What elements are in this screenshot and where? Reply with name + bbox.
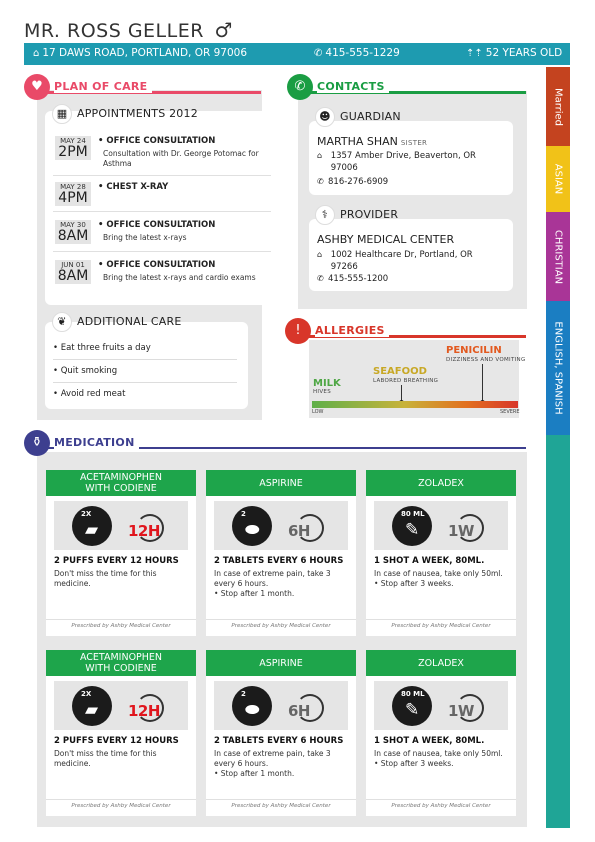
languages-tab — [546, 301, 570, 435]
appointment-time: 4PM — [58, 190, 88, 206]
appointment-month-day: JUN 01 — [61, 261, 85, 269]
pear-icon: ❦ — [52, 312, 72, 332]
appointment-title: • OFFICE CONSULTATION — [98, 260, 216, 270]
medication-name-text: ZOLADEX — [418, 477, 464, 489]
appointment-month-day: MAY 28 — [60, 183, 86, 191]
allergy-reaction: DIZZINESS AND VOMITING — [446, 357, 526, 363]
dose-badge — [232, 506, 272, 546]
allergy-reaction: HIVES — [313, 389, 331, 395]
medication-note: Don't miss the time for this medicine. — [54, 749, 157, 768]
medication-name — [366, 650, 516, 676]
medication-card — [366, 470, 516, 636]
guardian-phone-row — [317, 176, 388, 188]
caregiver-icon: ⚕ — [315, 205, 335, 225]
male-symbol-icon: ♂ — [214, 18, 233, 42]
medication-name — [206, 650, 356, 676]
phone-icon: ✆ — [314, 48, 323, 59]
ethnicity-label: ASIAN — [552, 163, 564, 195]
age-text: 52 YEARS OLD — [485, 47, 563, 59]
appointment-item — [53, 182, 271, 212]
tablets-icon: ⬬ — [245, 520, 260, 540]
appointment-title: • OFFICE CONSULTATION — [98, 220, 216, 230]
contacts-title: CONTACTS — [317, 80, 389, 93]
guardian-name-row — [317, 135, 427, 148]
allergies-title: ALLERGIES — [315, 324, 389, 337]
phone-text: 415-555-1229 — [325, 47, 400, 59]
inhaler-icon: ▰ — [85, 520, 99, 540]
guardian-name: MARTHA SHAN — [317, 135, 398, 148]
dose-tag: 80 ML — [401, 510, 425, 518]
medication-dosage-graphic — [54, 501, 188, 550]
frequency-value: 6H — [288, 702, 310, 720]
frequency-value: 12H — [128, 702, 160, 720]
medication-instruction: 2 TABLETS EVERY 6 HOURS — [214, 736, 344, 746]
allergy-name: MILK — [313, 378, 341, 389]
sidebar-fill — [546, 435, 570, 828]
prescribed-by: Prescribed by Ashby Medical Center — [206, 799, 356, 809]
severity-low-label: LOW — [312, 409, 324, 415]
provider-address: 1002 Healthcare Dr, Portland, OR 97266 — [330, 250, 473, 272]
appointment-title: • OFFICE CONSULTATION — [98, 136, 216, 146]
provider-name: ASHBY MEDICAL CENTER — [317, 233, 455, 246]
religion-label: CHRISTIAN — [552, 229, 564, 284]
home-icon: ⌂ — [317, 250, 323, 259]
medication-name-text: ACETAMINOPHEN WITH CODIENE — [79, 652, 163, 674]
appointment-date — [55, 220, 91, 244]
dose-tag: 2 — [241, 510, 246, 518]
medication-instruction: 2 TABLETS EVERY 6 HOURS — [214, 556, 344, 566]
appointment-time: 8AM — [57, 268, 89, 284]
dose-badge — [72, 506, 112, 546]
guardian-address: 1357 Amber Drive, Beaverton, OR 97006 — [330, 151, 476, 173]
guardian-heading: GUARDIAN — [340, 110, 401, 123]
medication-dosage-graphic — [214, 681, 348, 730]
guardian-relation: SISTER — [400, 139, 428, 147]
dose-badge — [232, 686, 272, 726]
allergies-header — [285, 324, 526, 344]
frequency-value: 6H — [288, 522, 310, 540]
appointment-detail: Bring the latest x-rays and cardio exams — [103, 273, 256, 282]
frequency-indicator — [288, 694, 328, 724]
appointment-detail: Consultation with Dr. George Potomac for Asthma — [103, 149, 259, 168]
home-icon: ⌂ — [317, 151, 323, 160]
prescribed-by: Prescribed by Ashby Medical Center — [46, 799, 196, 809]
appointment-item — [53, 220, 271, 252]
appointments-header — [52, 104, 198, 124]
provider-header — [315, 205, 398, 225]
provider-heading: PROVIDER — [340, 208, 399, 221]
frequency-indicator — [128, 514, 168, 544]
dose-tag: 2X — [81, 690, 92, 698]
frequency-value: 1W — [448, 522, 474, 540]
frequency-indicator — [288, 514, 328, 544]
dose-badge — [392, 686, 432, 726]
appointment-detail: Bring the latest x-rays — [103, 233, 187, 242]
prescribed-by: Prescribed by Ashby Medical Center — [366, 799, 516, 809]
medication-name-text: ZOLADEX — [418, 657, 464, 669]
plan-of-care-header — [24, 80, 261, 100]
warning-icon: ! — [285, 318, 311, 344]
marital-status-tab — [546, 67, 570, 146]
ethnicity-tab — [546, 146, 570, 212]
medication-card — [46, 650, 196, 816]
medication-name — [366, 470, 516, 496]
home-icon: ⌂ — [33, 48, 40, 59]
guardian-address-row — [317, 150, 487, 174]
pill-bottle-icon: ⚱ — [24, 430, 50, 456]
additional-care-header — [52, 312, 182, 332]
languages-label: ENGLISH, SPANISH — [552, 321, 564, 415]
guardian-phone: 816-276-6909 — [328, 177, 389, 187]
medication-name — [46, 650, 196, 676]
medication-card — [206, 470, 356, 636]
medication-note: In case of extreme pain, take 3 every 6 hours. • Stop after 1 month. — [214, 569, 331, 598]
marital-status-label: Married — [552, 87, 564, 126]
medication-instruction: 2 PUFFS EVERY 12 HOURS — [54, 556, 179, 566]
medication-dosage-graphic — [374, 681, 508, 730]
prescribed-by: Prescribed by Ashby Medical Center — [366, 619, 516, 629]
appointment-date — [55, 136, 91, 160]
prescribed-by: Prescribed by Ashby Medical Center — [206, 619, 356, 629]
dose-badge — [72, 686, 112, 726]
medication-dosage-graphic — [54, 681, 188, 730]
medication-card — [206, 650, 356, 816]
medication-dosage-graphic — [374, 501, 508, 550]
medication-name-text: ASPIRINE — [259, 477, 303, 489]
severity-high-label: SEVERE — [500, 409, 520, 415]
medication-note: In case of extreme pain, take 3 every 6 hours. • Stop after 1 month. — [214, 749, 331, 778]
appointments-title: APPOINTMENTS 2012 — [77, 107, 198, 120]
frequency-indicator — [128, 694, 168, 724]
calendar-icon: ▦ — [52, 104, 72, 124]
care-item: • Avoid red meat — [53, 389, 126, 399]
medication-instruction: 1 SHOT A WEEK, 80ML. — [374, 556, 485, 566]
allergy-marker-stem — [482, 364, 483, 402]
phone-icon: ✆ — [317, 177, 324, 186]
appointment-time: 2PM — [58, 144, 88, 160]
phone-icon: ✆ — [317, 274, 324, 283]
severity-scale-bar — [312, 401, 518, 408]
medication-dosage-graphic — [214, 501, 348, 550]
patient-name: MR. ROSS GELLER — [24, 20, 204, 42]
dose-tag: 2 — [241, 690, 246, 698]
phone-handset-icon: ✆ — [287, 74, 313, 100]
medication-header — [24, 436, 526, 456]
provider-phone: 415-555-1200 — [328, 274, 389, 284]
patient-name-title — [24, 18, 233, 42]
patient-info-bar — [24, 43, 570, 65]
dose-badge — [392, 506, 432, 546]
dose-tag: 80 ML — [401, 690, 425, 698]
medication-note: In case of nausea, take only 50ml. • Stop after 3 weeks. — [374, 569, 503, 588]
allergy-name: SEAFOOD — [373, 366, 427, 377]
medication-card — [46, 470, 196, 636]
inhaler-icon: ▰ — [85, 700, 99, 720]
heart-icon: ♥ — [24, 74, 50, 100]
syringe-icon: ✎ — [405, 520, 420, 540]
frequency-value: 1W — [448, 702, 474, 720]
medication-note: In case of nausea, take only 50ml. • Stop after 3 weeks. — [374, 749, 503, 768]
prescribed-by: Prescribed by Ashby Medical Center — [46, 619, 196, 629]
provider-phone-row — [317, 273, 388, 285]
medication-name-text: ACETAMINOPHEN WITH CODIENE — [79, 472, 163, 494]
appointment-month-day: MAY 24 — [60, 137, 86, 145]
tablets-icon: ⬬ — [245, 700, 260, 720]
medication-name — [46, 470, 196, 496]
medication-name — [206, 470, 356, 496]
care-item: • Quit smoking — [53, 366, 237, 383]
allergy-reaction: LABORED BREATHING — [373, 378, 439, 384]
appointment-item — [53, 136, 271, 176]
phone-info — [314, 47, 400, 59]
religion-tab — [546, 212, 570, 301]
allergy-name: PENICILIN — [446, 345, 502, 356]
medication-instruction: 1 SHOT A WEEK, 80ML. — [374, 736, 485, 746]
medication-name-text: ASPIRINE — [259, 657, 303, 669]
medication-title: MEDICATION — [54, 436, 139, 449]
age-info — [466, 47, 562, 59]
appointment-time: 8AM — [57, 228, 89, 244]
medication-instruction: 2 PUFFS EVERY 12 HOURS — [54, 736, 179, 746]
syringe-icon: ✎ — [405, 700, 420, 720]
guardian-header — [315, 107, 401, 127]
frequency-indicator — [448, 694, 488, 724]
plan-of-care-title: PLAN OF CARE — [54, 80, 152, 93]
address-info — [33, 47, 247, 59]
care-item: • Eat three fruits a day — [53, 343, 237, 360]
person-icon: ☻ — [315, 107, 335, 127]
dose-tag: 2X — [81, 510, 92, 518]
appointment-date — [55, 182, 91, 206]
appointment-month-day: MAY 30 — [60, 221, 86, 229]
frequency-value: 12H — [128, 522, 160, 540]
contacts-header — [287, 80, 526, 100]
appointment-title: • CHEST X-RAY — [98, 182, 169, 192]
additional-care-title: ADDITIONAL CARE — [77, 315, 182, 328]
address-text: 17 DAWS ROAD, PORTLAND, OR 97006 — [42, 47, 248, 59]
frequency-indicator — [448, 514, 488, 544]
appointment-item — [53, 260, 271, 298]
medication-note: Don't miss the time for this medicine. — [54, 569, 157, 588]
provider-address-row — [317, 249, 492, 273]
medication-card — [366, 650, 516, 816]
people-height-icon: ⇡⇡ — [466, 48, 483, 59]
appointment-date — [55, 260, 91, 284]
